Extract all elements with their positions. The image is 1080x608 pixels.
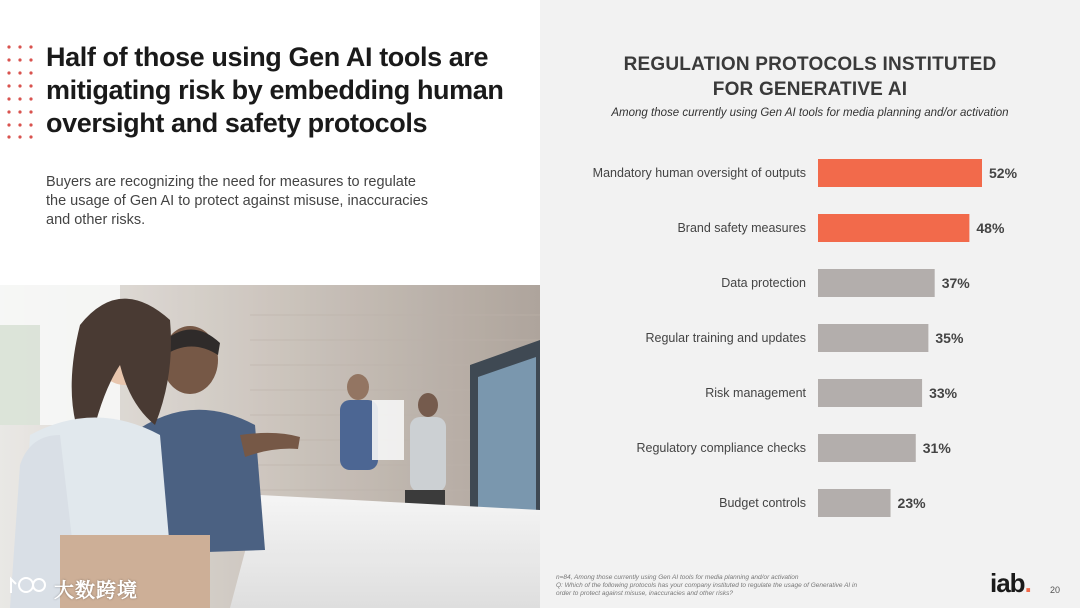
bar [818,214,969,242]
footnote-line-2: Q: Which of the following protocols has your company instituted to regulate the usage of Generative AI in [556,582,858,589]
cat-face-icon [8,573,48,603]
bar-chart [540,140,1080,530]
headline-line-1: Half of those using Gen AI tools are [46,42,489,72]
category-label: Mandatory human oversight of outputs [592,166,806,180]
chart-title-line-2: FOR GENERATIVE AI [712,79,908,100]
bar [818,324,928,352]
bar [818,269,935,297]
chart-title-line-1: REGULATION PROTOCOLS INSTITUTED [623,54,997,75]
value-label: 52% [989,165,1018,181]
chart-title [540,52,1080,102]
page-headline [46,41,516,140]
category-label: Regulatory compliance checks [636,441,806,455]
footnote-line-1: n=84, Among those currently using Gen AI tools for media planning and/or activation [556,574,799,581]
category-label: Data protection [721,276,806,290]
value-label: 31% [922,440,951,456]
logo-text: iab [990,568,1025,598]
value-label: 35% [935,330,964,346]
bar [818,434,916,462]
bar [818,489,891,517]
page-number: 20 [1050,585,1061,595]
iab-logo [990,568,1031,598]
footnote-line-3: order to protect against misuse, inaccuracies and other risks? [556,590,734,597]
value-label: 48% [976,220,1005,236]
category-label: Brand safety measures [677,221,806,235]
category-label: Regular training and updates [645,331,806,345]
headline-line-2: mitigating risk by embedding human [46,75,504,105]
headline-subtext: Buyers are recognizing the need for measures to regulate the usage of Gen AI to protect against misuse, inaccuracies and other risks. [46,174,429,228]
office-photo [0,285,540,608]
watermark-text: 大数跨境 [54,579,138,602]
value-label: 33% [929,385,958,401]
headline-line-3: oversight and safety protocols [46,108,428,138]
logo-dot: . [1024,568,1031,598]
bar [818,159,982,187]
bar [818,379,922,407]
footnote [556,574,916,598]
value-label: 23% [897,495,926,511]
category-label: Budget controls [719,496,806,510]
value-label: 37% [941,275,970,291]
chart-subtitle: Among those currently using Gen AI tools for media planning and/or activation [611,107,1009,119]
watermark [8,574,138,602]
decorative-dots [6,44,36,140]
category-label: Risk management [705,386,806,400]
